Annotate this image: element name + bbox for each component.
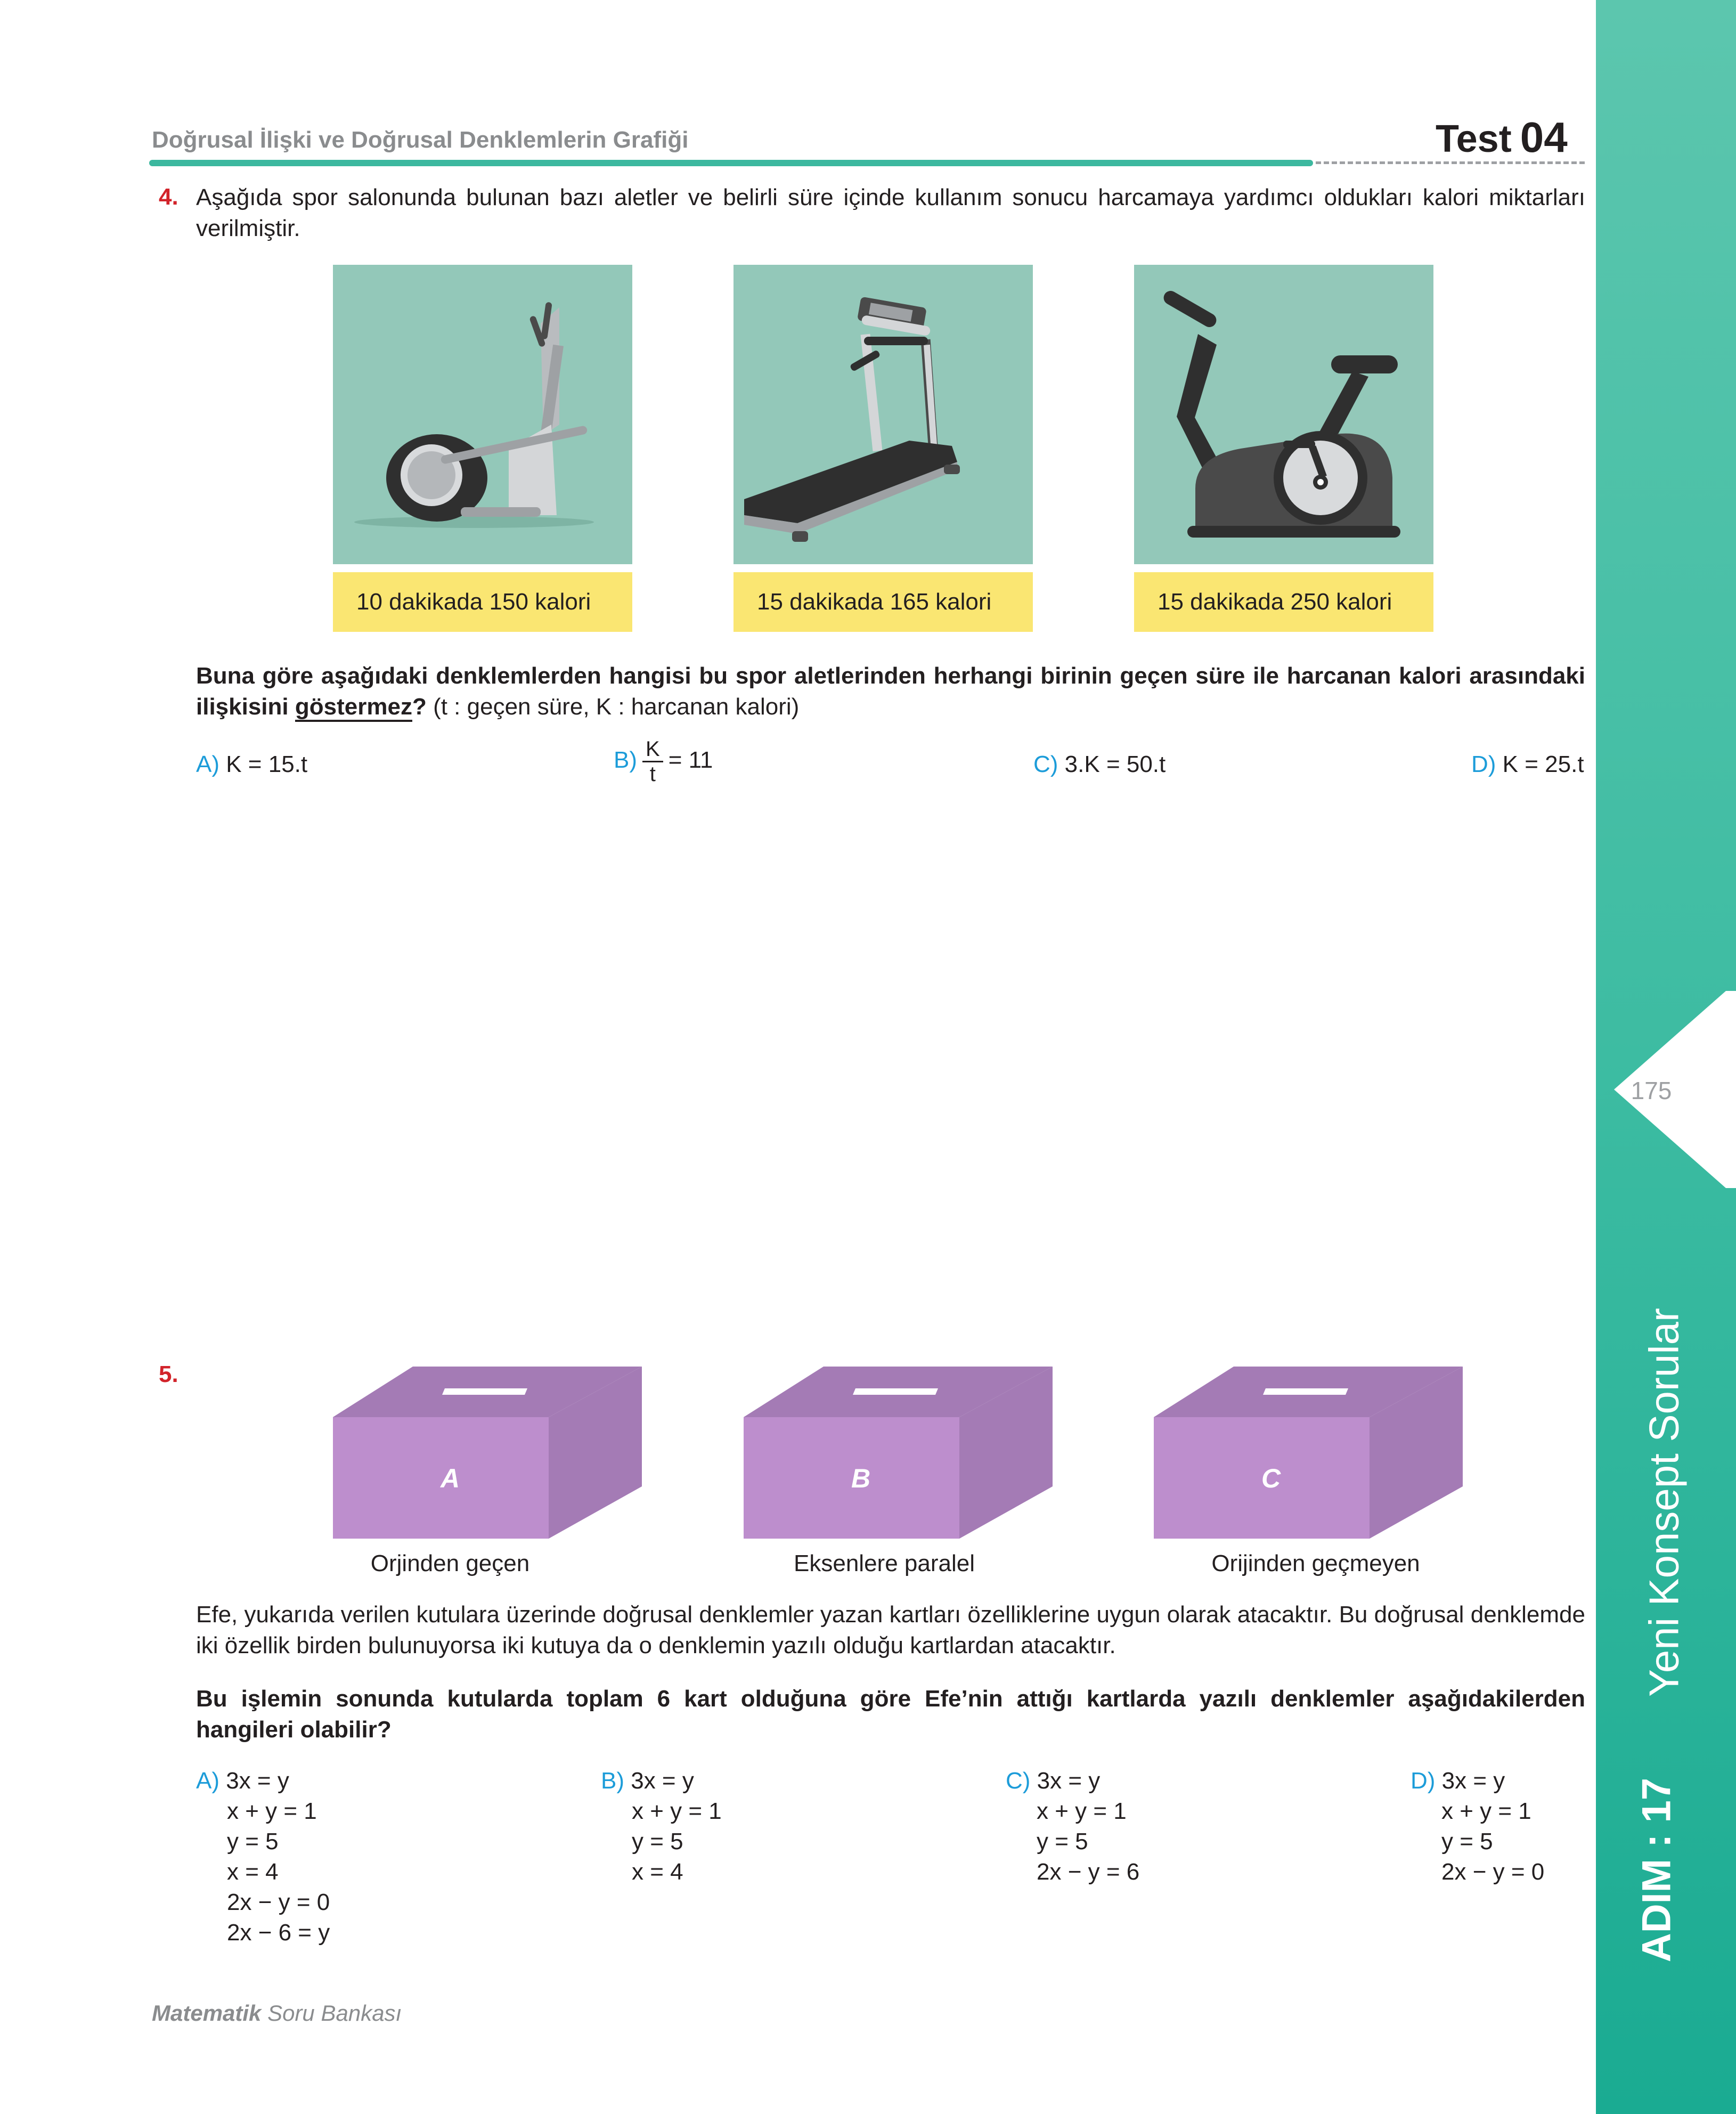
q4-option-d-letter: D)	[1471, 751, 1496, 777]
q5-paragraph: Efe, yukarıda verilen kutulara üzerinde doğrusal denklemler yazan kartları özelliklerine uygun olarak atacaktır. Bu doğrusal denklemde iki özellik birden bulunuyorsa iki kutuya da o denklemin yazılı olduğu kartlardan atacaktır.	[196, 1601, 1585, 1658]
q5-option-d-line: x + y = 1	[1441, 1798, 1531, 1824]
q4-option-b-numerator: K	[642, 737, 663, 762]
footer-book: Soru Bankası	[267, 2001, 402, 2026]
elliptical-trainer-icon	[333, 265, 632, 564]
q4-option-c-letter: C)	[1033, 751, 1058, 777]
footer-subject: Matematik	[152, 2001, 262, 2026]
q4-option-d[interactable]	[1471, 751, 1584, 778]
q5-option-a-line: x + y = 1	[227, 1798, 317, 1824]
box-c-letter: C	[1261, 1463, 1281, 1493]
q4-option-b[interactable]	[614, 737, 713, 786]
q5-question: Bu işlemin sonunda kutularda toplam 6 kart olduğuna göre Efe’nin attığı kartlarda yazılı denklemler aşağıdakilerden hangileri olabilir?	[196, 1686, 1585, 1743]
q5-option-d-line: 3x = y	[1441, 1768, 1505, 1794]
q5-option-a-letter: A)	[196, 1768, 219, 1794]
sidebar-step-text: ADIM : 17	[1634, 1777, 1680, 1963]
exercise-bike-icon	[1134, 265, 1433, 564]
q5-option-c-line: 3x = y	[1037, 1768, 1101, 1794]
header-accent-line	[149, 160, 1313, 166]
q5-option-c-line: 2x − y = 6	[1037, 1859, 1140, 1885]
q4-option-a-letter: A)	[196, 751, 219, 777]
box-a-label: Orjinden geçen	[370, 1550, 530, 1576]
q4-question-underlined: göstermez	[295, 694, 412, 722]
q5-option-a-line: x = 4	[227, 1859, 279, 1885]
box-a	[333, 1364, 642, 1540]
q5-option-a-line: 3x = y	[226, 1768, 289, 1794]
q4-option-a-text: K = 15.t	[226, 751, 308, 777]
q5-option-a-line: y = 5	[227, 1828, 279, 1855]
q4-option-b-letter: B)	[614, 747, 637, 774]
box-b-label: Eksenlere paralel	[794, 1550, 975, 1576]
q5-option-a[interactable]	[196, 1766, 330, 1948]
exercise-bike-caption: 15 dakikada 250 kalori	[1134, 572, 1433, 632]
q5-option-b[interactable]	[601, 1766, 722, 1887]
q4-option-b-fraction	[642, 737, 663, 786]
q5-option-b-line: x + y = 1	[632, 1798, 722, 1824]
box-b-letter: B	[851, 1463, 871, 1493]
q5-option-d-line: y = 5	[1441, 1828, 1493, 1855]
test-word: Test	[1436, 118, 1512, 160]
q4-question	[196, 661, 1585, 722]
q4-intro: Aşağıda spor salonunda bulunan bazı aletler ve belirli süre içinde kullanım sonucu harcamaya yardımcı oldukları kalori miktarları verilmiştir.	[196, 184, 1585, 241]
box-c-label: Orijinden geçmeyen	[1211, 1550, 1420, 1576]
q5-option-d-line: 2x − y = 0	[1441, 1859, 1545, 1885]
q4-option-c[interactable]	[1033, 751, 1166, 778]
q4-question-bold: Buna göre aşağıdaki denklemlerden hangisi bu spor aletlerinden herhangi birinin geçen süre ile harcanan kalori arasındaki ilişkisini	[196, 663, 1585, 720]
treadmill-caption: 15 dakikada 165 kalori	[733, 572, 1033, 632]
q5-option-c-line: y = 5	[1037, 1828, 1088, 1855]
footer	[152, 2001, 402, 2026]
box-c	[1154, 1364, 1463, 1540]
elliptical-caption: 10 dakikada 150 kalori	[333, 572, 632, 632]
q4-option-d-text: K = 25.t	[1502, 751, 1584, 777]
q5-option-c-letter: C)	[1006, 1768, 1031, 1794]
q4-option-b-denominator: t	[649, 762, 656, 786]
q5-option-c-line: x + y = 1	[1037, 1798, 1127, 1824]
q5-option-c[interactable]	[1006, 1766, 1139, 1887]
treadmill-icon	[733, 265, 1033, 564]
q5-option-b-letter: B)	[601, 1768, 624, 1794]
box-b	[744, 1364, 1053, 1540]
test-label	[1436, 113, 1568, 162]
box-a-letter: A	[440, 1463, 460, 1493]
q5-option-b-line: x = 4	[632, 1859, 683, 1885]
q4-question-mark: ?	[412, 694, 427, 720]
q5-option-d[interactable]	[1411, 1766, 1544, 1887]
q4-option-c-text: 3.K = 50.t	[1064, 751, 1166, 777]
test-number: 04	[1520, 113, 1568, 161]
sidebar-step	[1625, 1774, 1689, 1966]
header-topic: Doğrusal İlişki ve Doğrusal Denklemlerin Grafiği	[152, 127, 689, 153]
q4-number: 4.	[159, 184, 178, 210]
exercise-bike-tile	[1134, 265, 1433, 564]
q5-option-d-letter: D)	[1411, 1768, 1436, 1794]
q5-option-b-line: 3x = y	[631, 1768, 694, 1794]
q4-question-note: (t : geçen süre, K : harcanan kalori)	[433, 694, 800, 720]
sidebar-section-title	[1632, 1308, 1696, 1697]
q4-option-b-rest: = 11	[668, 747, 713, 774]
elliptical-trainer-tile	[333, 265, 632, 564]
sidebar-section-text: Yeni Konsept Sorular	[1640, 1308, 1688, 1697]
q4-option-a[interactable]	[196, 751, 307, 778]
q5-option-a-line: 2x − 6 = y	[227, 1920, 330, 1946]
page-number: 175	[1631, 1077, 1672, 1104]
q5-option-a-line: 2x − y = 0	[227, 1889, 330, 1915]
treadmill-tile	[733, 265, 1033, 564]
q5-number: 5.	[159, 1361, 178, 1387]
q5-option-b-line: y = 5	[632, 1828, 683, 1855]
